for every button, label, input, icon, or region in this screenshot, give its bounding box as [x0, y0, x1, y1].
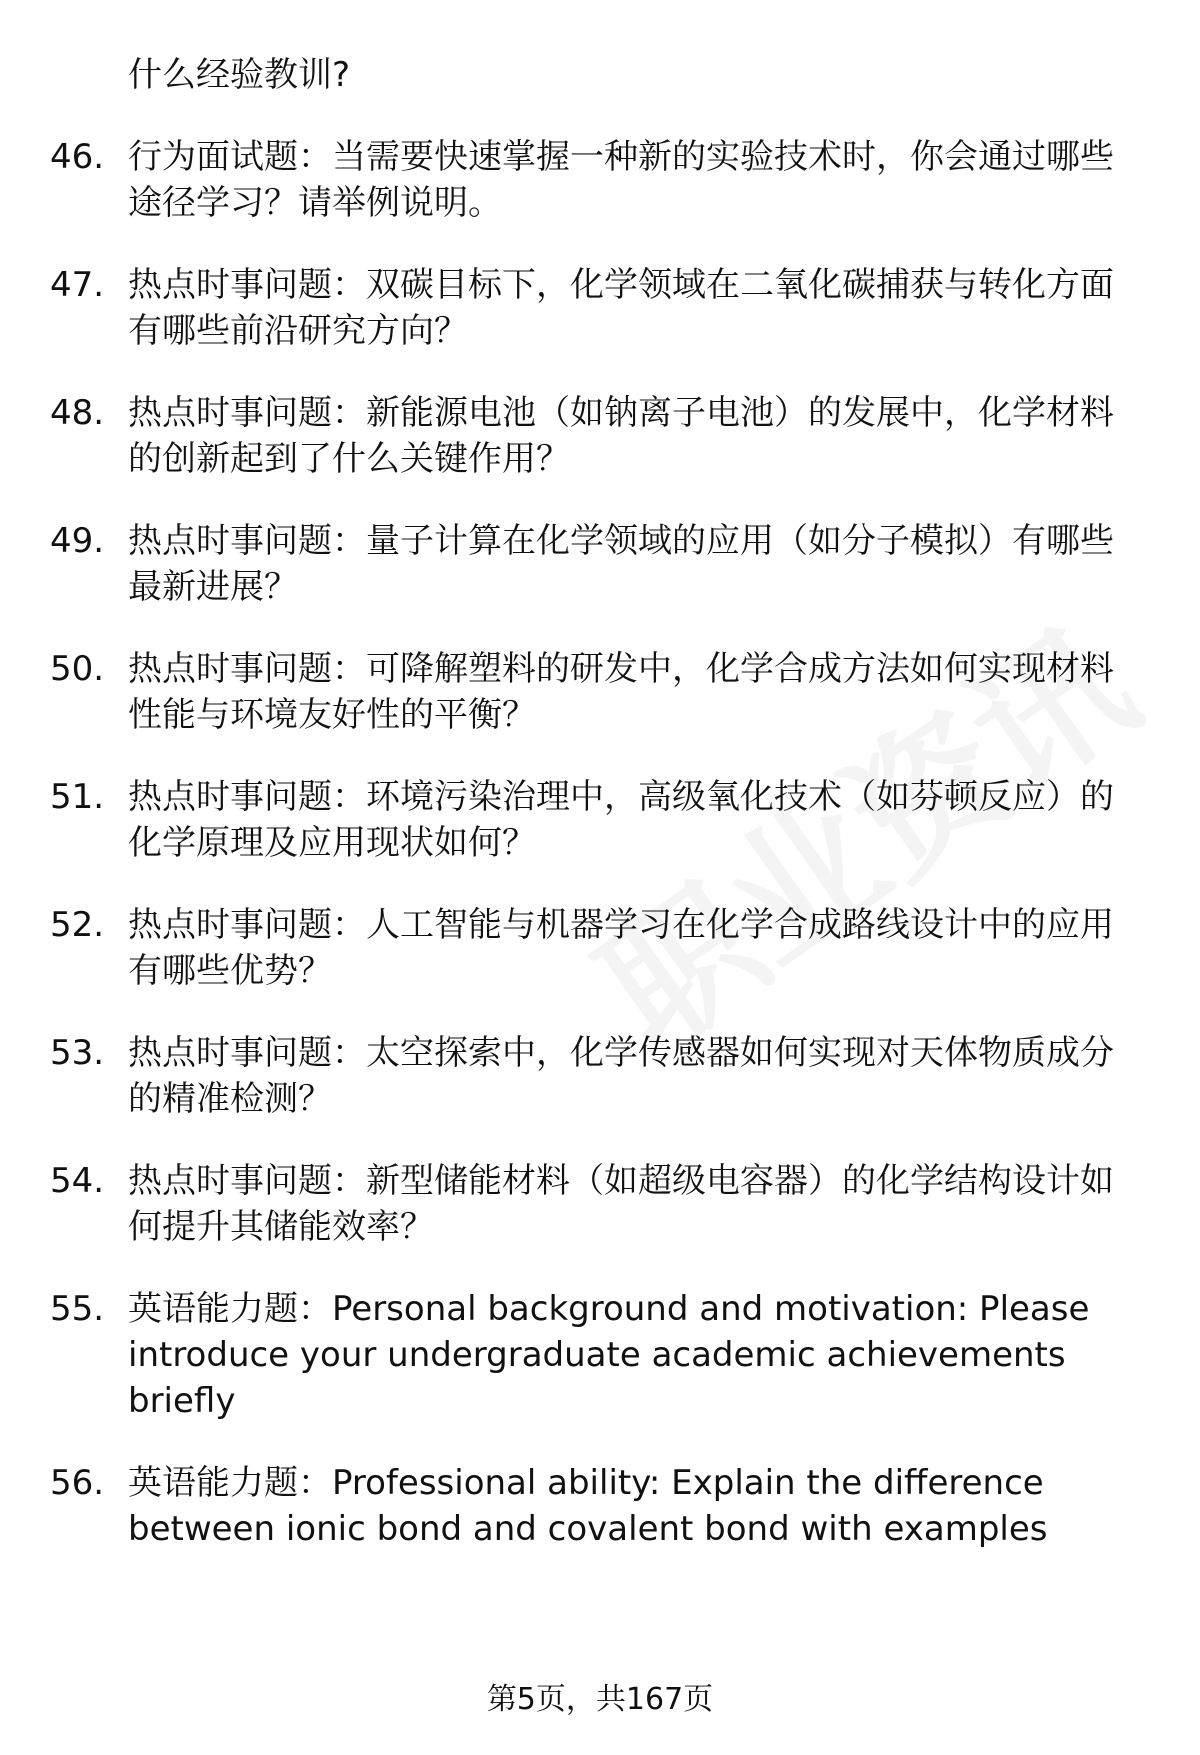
item-number: 52.: [50, 905, 105, 945]
item-text: 热点时事问题：环境污染治理中，高级氧化技术（如芬顿反应）的化学原理及应用现状如何？: [128, 777, 1114, 863]
continuation-text: 什么经验教训?: [128, 55, 351, 95]
list-item: [50, 262, 1140, 354]
item-text: 热点时事问题：量子计算在化学领域的应用（如分子模拟）有哪些最新进展？: [128, 521, 1114, 607]
item-number: 47.: [50, 265, 105, 305]
list-item: [50, 1030, 1140, 1122]
page-footer: 第5页，共167页: [486, 1682, 714, 1717]
item-number: 46.: [50, 137, 105, 177]
list-item: [50, 1158, 1140, 1250]
list-item: [50, 134, 1140, 226]
question-list: [50, 52, 1140, 1588]
item-text: 热点时事问题：新型储能材料（如超级电容器）的化学结构设计如何提升其储能效率？: [128, 1161, 1114, 1247]
list-item: [50, 774, 1140, 866]
item-number: 54.: [50, 1161, 105, 1201]
item-text: 热点时事问题：太空探索中，化学传感器如何实现对天体物质成分的精准检测？: [128, 1033, 1114, 1119]
list-item: [50, 1460, 1140, 1552]
item-number: 55.: [50, 1289, 105, 1329]
item-number: 53.: [50, 1033, 105, 1073]
list-item: [50, 902, 1140, 994]
item-text: 热点时事问题：人工智能与机器学习在化学合成路线设计中的应用有哪些优势？: [128, 905, 1114, 991]
item-text: 行为面试题：当需要快速掌握一种新的实验技术时，你会通过哪些途径学习？请举例说明。: [128, 137, 1114, 223]
item-number: 56.: [50, 1463, 105, 1503]
list-item: [50, 518, 1140, 610]
list-item: [50, 646, 1140, 738]
item-text: 英语能力题：Personal background and motivation: Please introduce your undergraduate academic achievements briefly: [128, 1289, 1090, 1421]
item-number: 51.: [50, 777, 105, 817]
item-number: 50.: [50, 649, 105, 689]
item-text: 英语能力题：Professional ability: Explain the difference between ionic bond and covalent bond with examples: [128, 1463, 1048, 1549]
item-number: 49.: [50, 521, 105, 561]
list-item: [50, 1286, 1140, 1424]
item-text: 热点时事问题：双碳目标下，化学领域在二氧化碳捕获与转化方面有哪些前沿研究方向？: [128, 265, 1114, 351]
item-text: 热点时事问题：新能源电池（如钠离子电池）的发展中，化学材料的创新起到了什么关键作用？: [128, 393, 1114, 479]
list-item: [50, 390, 1140, 482]
item-number: 48.: [50, 393, 105, 433]
item-text: 热点时事问题：可降解塑料的研发中，化学合成方法如何实现材料性能与环境友好性的平衡？: [128, 649, 1114, 735]
